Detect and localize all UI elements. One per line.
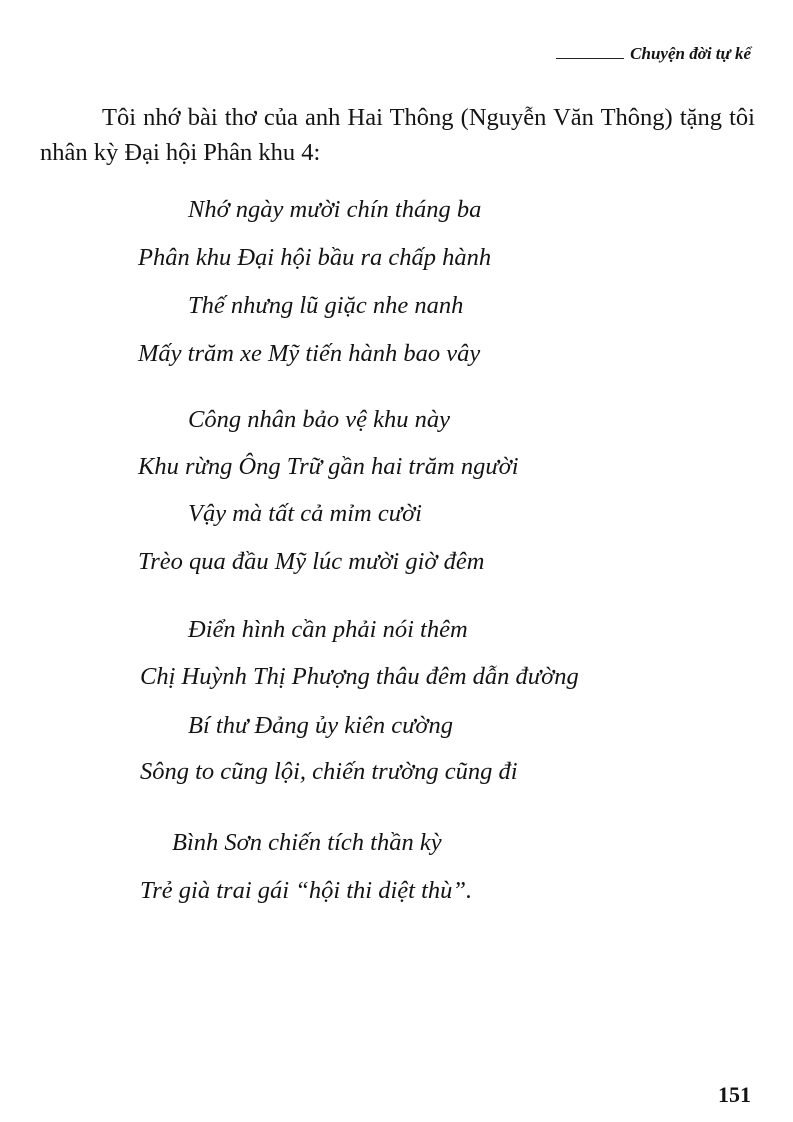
poem-line: Chị Huỳnh Thị Phượng thâu đêm dẫn đường — [140, 663, 579, 690]
poem-line: Bí thư Đảng ủy kiên cường — [188, 712, 454, 739]
poem-line: Điển hình cần phải nói thêm — [188, 616, 468, 643]
running-title: Chuyện đời tự kể — [630, 44, 751, 63]
poem-line: Phân khu Đại hội bầu ra chấp hành — [138, 244, 492, 271]
intro-paragraph: Tôi nhớ bài thơ của anh Hai Thông (Nguyễn Văn Thông) tặng tôi nhân kỳ Đại hội Phân khu 4: — [40, 104, 755, 166]
poem-line: Thế nhưng lũ giặc nhe nanh — [188, 292, 464, 319]
poem-line: Trèo qua đầu Mỹ lúc mười giờ đêm — [138, 548, 485, 575]
poem-line: Trẻ già trai gái “hội thi diệt thù”. — [140, 877, 473, 904]
poem-line: Công nhân bảo vệ khu này — [188, 406, 450, 433]
page-number: 151 — [718, 1082, 751, 1107]
poem-line: Sông to cũng lội, chiến trường cũng đi — [140, 758, 518, 785]
poem-line: Nhớ ngày mười chín tháng ba — [188, 196, 482, 223]
poem-line: Khu rừng Ông Trữ gần hai trăm người — [138, 453, 519, 480]
poem-line: Bình Sơn chiến tích thần kỳ — [172, 829, 442, 856]
poem-line: Mấy trăm xe Mỹ tiến hành bao vây — [138, 340, 481, 367]
running-header — [556, 44, 751, 64]
header-rule — [556, 58, 624, 59]
poem-line: Vậy mà tất cả mỉm cười — [188, 500, 422, 527]
